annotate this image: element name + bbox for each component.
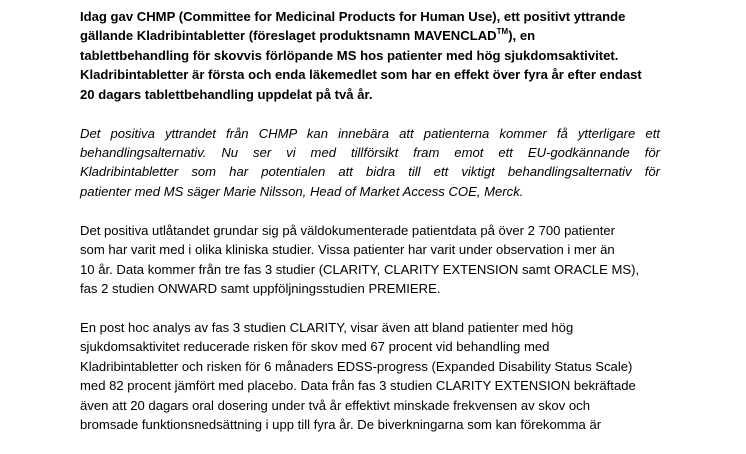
analysis-line-4: med 82 procent jämfört med placebo. Data från fas 3 studien CLARITY EXTENSION bekräftade bbox=[80, 378, 636, 394]
quote-line-1: Det positiva yttrandet från CHMP kan innebära att patienterna kommer få ytterligare ett bbox=[80, 125, 660, 141]
analysis-line-3: Kladribintabletter och risken för 6 månaders EDSS-progress (Expanded Disability Status Scale) bbox=[80, 358, 633, 374]
data-line-4: fas 2 studien ONWARD samt uppföljningsstudien PREMIERE. bbox=[80, 281, 441, 297]
data-line-2: som har varit med i olika kliniska studier. Vissa patienter har varit under observation i mer än bbox=[80, 242, 615, 258]
intro-line-4: Kladribintabletter är första och enda läkemedlet som har en effekt över fyra år efter endast bbox=[80, 67, 642, 83]
intro-line-2a: gällande Kladribintabletter (föreslaget produktsnamn MAVENCLAD bbox=[80, 28, 497, 44]
quote-paragraph bbox=[80, 124, 660, 202]
intro-line-3: tablettbehandling för skovvis förlöpande MS hos patienter med hög sjukdomsaktivitet. bbox=[80, 47, 619, 63]
analysis-line-5: även att 20 dagars oral dosering under två år effektivt minskade frekvensen av skov och bbox=[80, 397, 590, 413]
analysis-line-2: sjukdomsaktivitet reducerade risken för skov med 67 procent vid behandling med bbox=[80, 339, 550, 355]
analysis-paragraph bbox=[80, 318, 660, 434]
trademark-mark: TM bbox=[496, 27, 509, 37]
quote-line-3: Kladribintabletter som har potentialen att bidra till ett viktigt behandlingsalternativ för bbox=[80, 164, 660, 180]
analysis-line-6: bromsade funktionsnedsättning i upp till fyra år. De biverkningarna som kan förekomma är bbox=[80, 417, 602, 433]
document-page bbox=[80, 7, 660, 454]
intro-line-2 bbox=[80, 26, 660, 45]
analysis-line-1: En post hoc analys av fas 3 studien CLARITY, visar även att bland patienter med hög bbox=[80, 320, 574, 336]
data-line-1: Det positiva utlåtandet grundar sig på väldokumenterade patientdata på över 2 700 patienter bbox=[80, 222, 616, 238]
intro-paragraph bbox=[80, 7, 660, 104]
intro-line-2b: ), en bbox=[508, 28, 536, 44]
data-line-3: 10 år. Data kommer från tre fas 3 studier (CLARITY, CLARITY EXTENSION samt ORACLE MS), bbox=[80, 261, 640, 277]
intro-line-1: Idag gav CHMP (Committee for Medicinal Products for Human Use), ett positivt yttrande bbox=[80, 9, 626, 24]
patient-data-paragraph bbox=[80, 221, 660, 299]
intro-line-5: 20 dagars tablettbehandling uppdelat på två år. bbox=[80, 86, 373, 102]
quote-line-2: behandlingsalternativ. Nu ser vi med tillförsikt fram emot ett EU-godkännande för bbox=[80, 145, 660, 161]
quote-line-4: patienter med MS säger Marie Nilsson, Head of Market Access COE, Merck. bbox=[80, 183, 524, 199]
